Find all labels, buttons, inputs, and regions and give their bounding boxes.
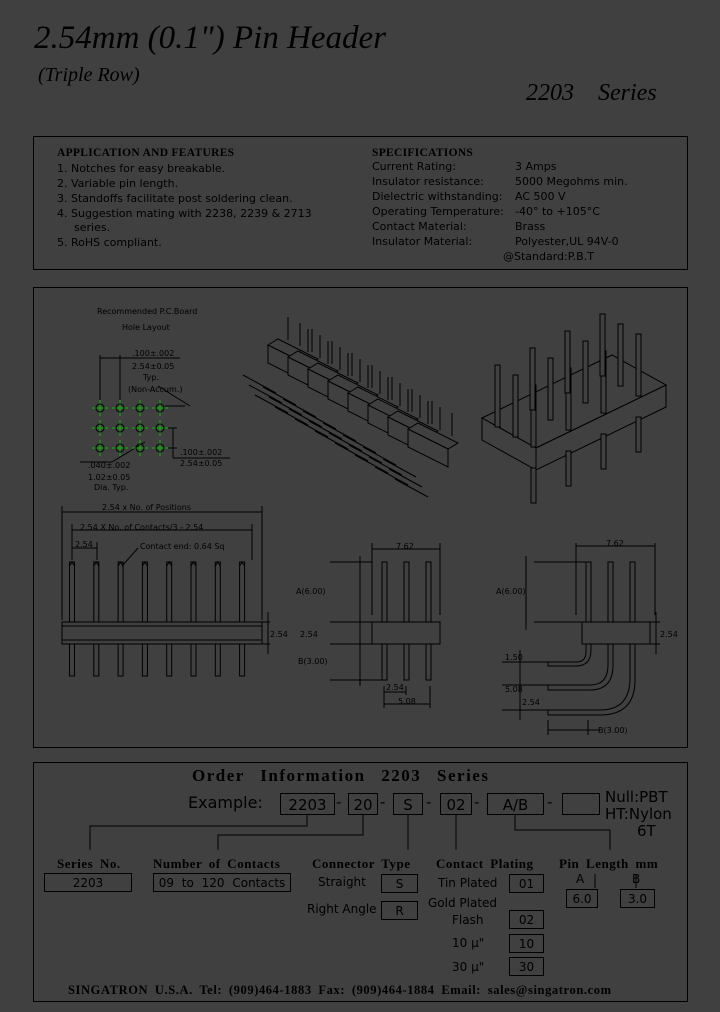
material-ht-nylon: HT:Nylon bbox=[605, 805, 672, 823]
type-right-angle-code: R bbox=[381, 901, 418, 920]
dash: - bbox=[547, 793, 553, 811]
dim-508: 5.08 bbox=[398, 697, 416, 706]
feature-item: 4. Suggestion mating with 2238, 2239 & 2713 bbox=[57, 207, 312, 220]
spec-row: Insulator Material: Polyester,UL 94V-0 bbox=[372, 235, 619, 248]
example-pin-length: A/B bbox=[487, 793, 544, 815]
footer-contact: SINGATRON U.S.A. Tel: (909)464-1883 Fax: (909)464-1884 Email: sales@singatron.com bbox=[68, 983, 612, 997]
dim-a600: A(6.00) bbox=[296, 587, 326, 596]
example-type: S bbox=[393, 793, 423, 815]
plating-10u-code: 10 bbox=[509, 934, 544, 953]
page-title: 2.54mm (0.1") Pin Header bbox=[34, 20, 387, 56]
contacts-label: Number of Contacts bbox=[153, 856, 281, 871]
plating-30u-code: 30 bbox=[509, 957, 544, 976]
specs-heading: SPECIFICATIONS bbox=[372, 147, 474, 159]
dim-100-002: .100±.002 bbox=[132, 349, 175, 358]
dim-b300-ra: B(3.00) bbox=[598, 726, 628, 735]
connector-type-label: Connector Type bbox=[312, 856, 411, 871]
pin-length-b-label: B bbox=[632, 872, 641, 886]
dim-040-002: .040±.002 bbox=[88, 461, 131, 470]
features-heading: APPLICATION AND FEATURES bbox=[57, 147, 235, 159]
material-6t: 6T bbox=[637, 822, 656, 840]
type-right-angle-label: Right Angle bbox=[307, 902, 377, 916]
dim-no-contacts: 2.54 X No. of Contacts/3 - 2.54 bbox=[80, 523, 204, 532]
dash: - bbox=[474, 793, 480, 811]
series-word: Series bbox=[598, 80, 657, 106]
feature-item: 2. Variable pin length. bbox=[57, 177, 179, 190]
dash: - bbox=[426, 793, 432, 811]
plating-tin-code: 01 bbox=[509, 874, 544, 893]
dim-102-005: 1.02±0.05 bbox=[88, 473, 131, 482]
dim-dia-typ: Dia. Typ. bbox=[94, 483, 129, 492]
feature-item: 3. Standoffs facilitate post soldering clean. bbox=[57, 192, 293, 205]
dim-254-ra: 2.54 bbox=[660, 630, 678, 639]
spec-row: Current Rating: 3 Amps bbox=[372, 160, 557, 173]
feature-item: 5. RoHS compliant. bbox=[57, 236, 162, 249]
spec-standard: @Standard:P.B.T bbox=[503, 250, 594, 263]
dim-b300: B(3.00) bbox=[298, 657, 328, 666]
dim-254-front-h: 2.54 bbox=[270, 630, 288, 639]
pin-length-a-label: A bbox=[576, 872, 585, 886]
example-series: 2203 bbox=[280, 793, 335, 815]
dim-typ: Typ. bbox=[143, 373, 159, 382]
dim-contact-end: Contact end: 0.64 Sq bbox=[140, 542, 225, 551]
type-straight-label: Straight bbox=[318, 875, 366, 889]
type-straight-code: S bbox=[381, 874, 418, 893]
dim-no-positions: 2.54 x No. of Positions bbox=[102, 503, 192, 512]
example-contacts: 20 bbox=[348, 793, 378, 815]
dim-non-accum: (Non-Accum.) bbox=[128, 385, 183, 394]
dim-508-ra: 5.08 bbox=[505, 685, 523, 694]
pin-length-a-value: 6.0 bbox=[566, 889, 598, 908]
pin-length-label: Pin Length mm bbox=[559, 856, 659, 871]
feature-item: series. bbox=[74, 221, 111, 234]
dim-a600-ra: A(6.00) bbox=[496, 587, 526, 596]
dim-762: 7.62 bbox=[396, 542, 414, 551]
contacts-value: 09 to 120 Contacts bbox=[153, 873, 291, 892]
spec-row: Contact Material: Brass bbox=[372, 220, 546, 233]
series-no-value: 2203 bbox=[44, 873, 132, 892]
dim-100-002-b: .100±.002 bbox=[180, 448, 223, 457]
plating-30u-label: 30 μ" bbox=[452, 960, 485, 974]
dim-762-ra: 7.62 bbox=[606, 539, 624, 548]
dash: - bbox=[380, 793, 386, 811]
plating-gold-code: 02 bbox=[509, 910, 544, 929]
plating-tin-label: Tin Plated bbox=[438, 876, 498, 890]
dim-254-005: 2.54±0.05 bbox=[132, 362, 175, 371]
dim-254-front: 2.54 bbox=[75, 540, 93, 549]
dim-254-side: 2.54 bbox=[300, 630, 318, 639]
contact-plating-label: Contact Plating bbox=[436, 856, 534, 871]
order-heading: Order Information 2203 Series bbox=[192, 766, 490, 785]
pin-length-b-value: 3.0 bbox=[620, 889, 655, 908]
spec-row: Insulator resistance: 5000 Megohms min. bbox=[372, 175, 628, 188]
plating-gold-label-2: Flash bbox=[452, 913, 484, 927]
dim-254-005-b: 2.54±0.05 bbox=[180, 459, 223, 468]
plating-10u-label: 10 μ" bbox=[452, 936, 485, 950]
material-null-pbt: Null:PBT bbox=[605, 788, 668, 806]
dim-254-ra2: 2.54 bbox=[522, 698, 540, 707]
series-no-label: Series No. bbox=[57, 856, 121, 871]
page-subtitle: (Triple Row) bbox=[38, 64, 140, 86]
dash: - bbox=[336, 793, 342, 811]
spec-row: Dielectric withstanding: AC 500 V bbox=[372, 190, 566, 203]
dim-254-bot: 2.54 bbox=[386, 683, 404, 692]
example-label: Example: bbox=[188, 793, 263, 812]
spec-row: Operating Temperature: -40° to +105°C bbox=[372, 205, 600, 218]
feature-item: 1. Notches for easy breakable. bbox=[57, 162, 226, 175]
dim-150: 1.50 bbox=[505, 653, 523, 662]
series-number: 2203 bbox=[526, 80, 574, 106]
example-plating: 02 bbox=[440, 793, 472, 815]
plating-gold-label-1: Gold Plated bbox=[428, 896, 498, 910]
pcb-title-2: Hole Layout bbox=[122, 323, 170, 332]
pcb-title-1: Recommended P.C.Board bbox=[97, 307, 198, 316]
